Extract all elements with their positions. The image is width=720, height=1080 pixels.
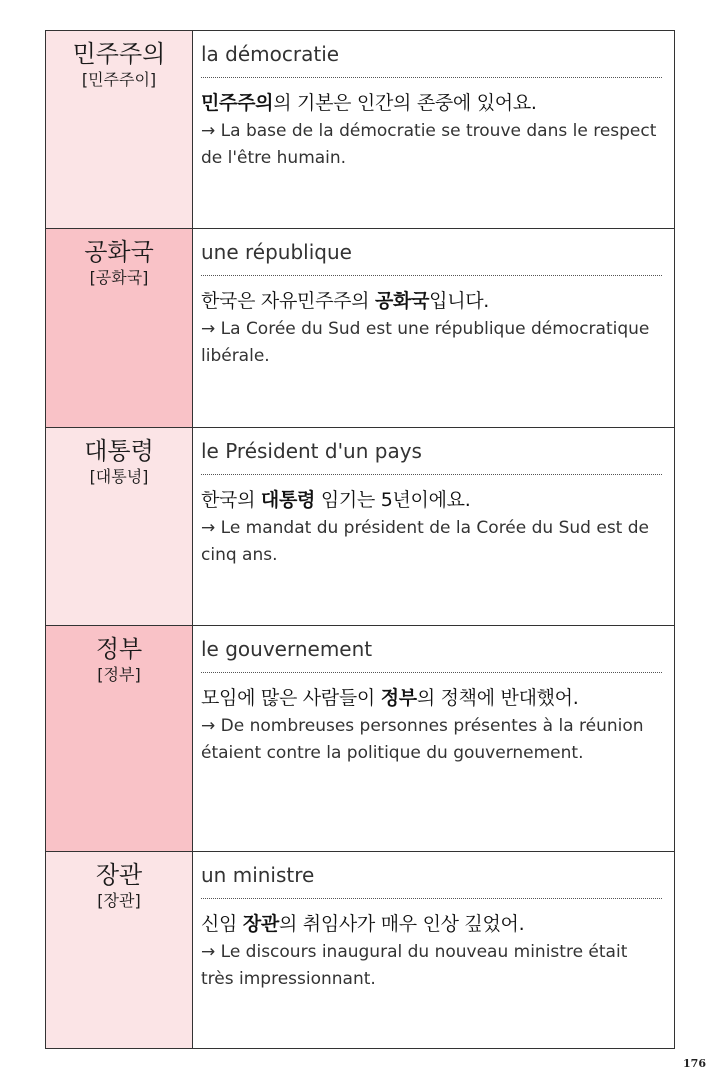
french-meaning: le Président d'un pays bbox=[201, 438, 662, 475]
definition-cell bbox=[193, 31, 675, 229]
french-translation: → Le mandat du président de la Corée du Sud est de cinq ans. bbox=[201, 518, 649, 565]
french-translation: → Le discours inaugural du nouveau ministre était très impressionnant. bbox=[201, 942, 628, 989]
definition-cell bbox=[193, 229, 675, 428]
korean-example bbox=[201, 685, 662, 711]
vocab-row bbox=[46, 626, 675, 852]
korean-example bbox=[201, 90, 662, 116]
french-meaning: une république bbox=[201, 239, 662, 276]
example-keyword: 민주주의 bbox=[201, 92, 274, 114]
example-suffix: 임기는 5년이에요. bbox=[315, 489, 471, 511]
example-keyword: 대통령 bbox=[260, 489, 316, 511]
vocab-row bbox=[46, 31, 675, 229]
example-suffix: 의 기본은 인간의 존중에 있어요. bbox=[273, 92, 537, 114]
pronunciation: [정부] bbox=[97, 665, 141, 684]
example-prefix: 모임에 많은 사람들이 bbox=[201, 687, 381, 709]
vocabulary-table bbox=[45, 30, 675, 1049]
example-suffix: 의 취임사가 매우 인상 깊었어. bbox=[278, 913, 525, 935]
french-translation: → La Corée du Sud est une république démocratique libérale. bbox=[201, 319, 650, 366]
example-prefix: 한국의 bbox=[201, 489, 261, 511]
example-keyword: 정부 bbox=[380, 687, 417, 709]
korean-example bbox=[201, 487, 662, 513]
korean-word: 정부 bbox=[95, 635, 143, 663]
word-cell bbox=[46, 229, 193, 428]
french-meaning: un ministre bbox=[201, 862, 662, 899]
example-suffix: 의 정책에 반대했어. bbox=[416, 687, 579, 709]
pronunciation: [장관] bbox=[97, 891, 141, 910]
korean-word: 공화국 bbox=[84, 238, 154, 266]
word-cell bbox=[46, 626, 193, 852]
korean-word: 장관 bbox=[95, 861, 143, 889]
example-keyword: 장관 bbox=[242, 913, 279, 935]
example-suffix: 입니다. bbox=[429, 290, 490, 312]
vocab-row bbox=[46, 229, 675, 428]
pronunciation: [공화국] bbox=[89, 268, 149, 287]
pronunciation: [대통녕] bbox=[89, 467, 149, 486]
example-prefix: 신임 bbox=[201, 913, 243, 935]
french-meaning: le gouvernement bbox=[201, 636, 662, 673]
example-prefix: 한국은 자유민주주의 bbox=[201, 290, 375, 312]
definition-cell bbox=[193, 852, 675, 1049]
example-keyword: 공화국 bbox=[374, 290, 430, 312]
page-number: 176 bbox=[683, 1057, 706, 1070]
definition-cell bbox=[193, 626, 675, 852]
korean-word: 대통령 bbox=[84, 437, 154, 465]
vocab-row bbox=[46, 852, 675, 1049]
french-translation: → La base de la démocratie se trouve dans le respect de l'être humain. bbox=[201, 121, 657, 168]
pronunciation: [민주주이] bbox=[81, 70, 157, 89]
korean-example bbox=[201, 288, 662, 314]
word-cell bbox=[46, 31, 193, 229]
definition-cell bbox=[193, 428, 675, 626]
vocab-row bbox=[46, 428, 675, 626]
french-meaning: la démocratie bbox=[201, 41, 662, 78]
french-translation: → De nombreuses personnes présentes à la réunion étaient contre la politique du gouvernement. bbox=[201, 716, 644, 763]
word-cell bbox=[46, 428, 193, 626]
word-cell bbox=[46, 852, 193, 1049]
korean-word: 민주주의 bbox=[72, 40, 166, 68]
korean-example bbox=[201, 911, 662, 937]
